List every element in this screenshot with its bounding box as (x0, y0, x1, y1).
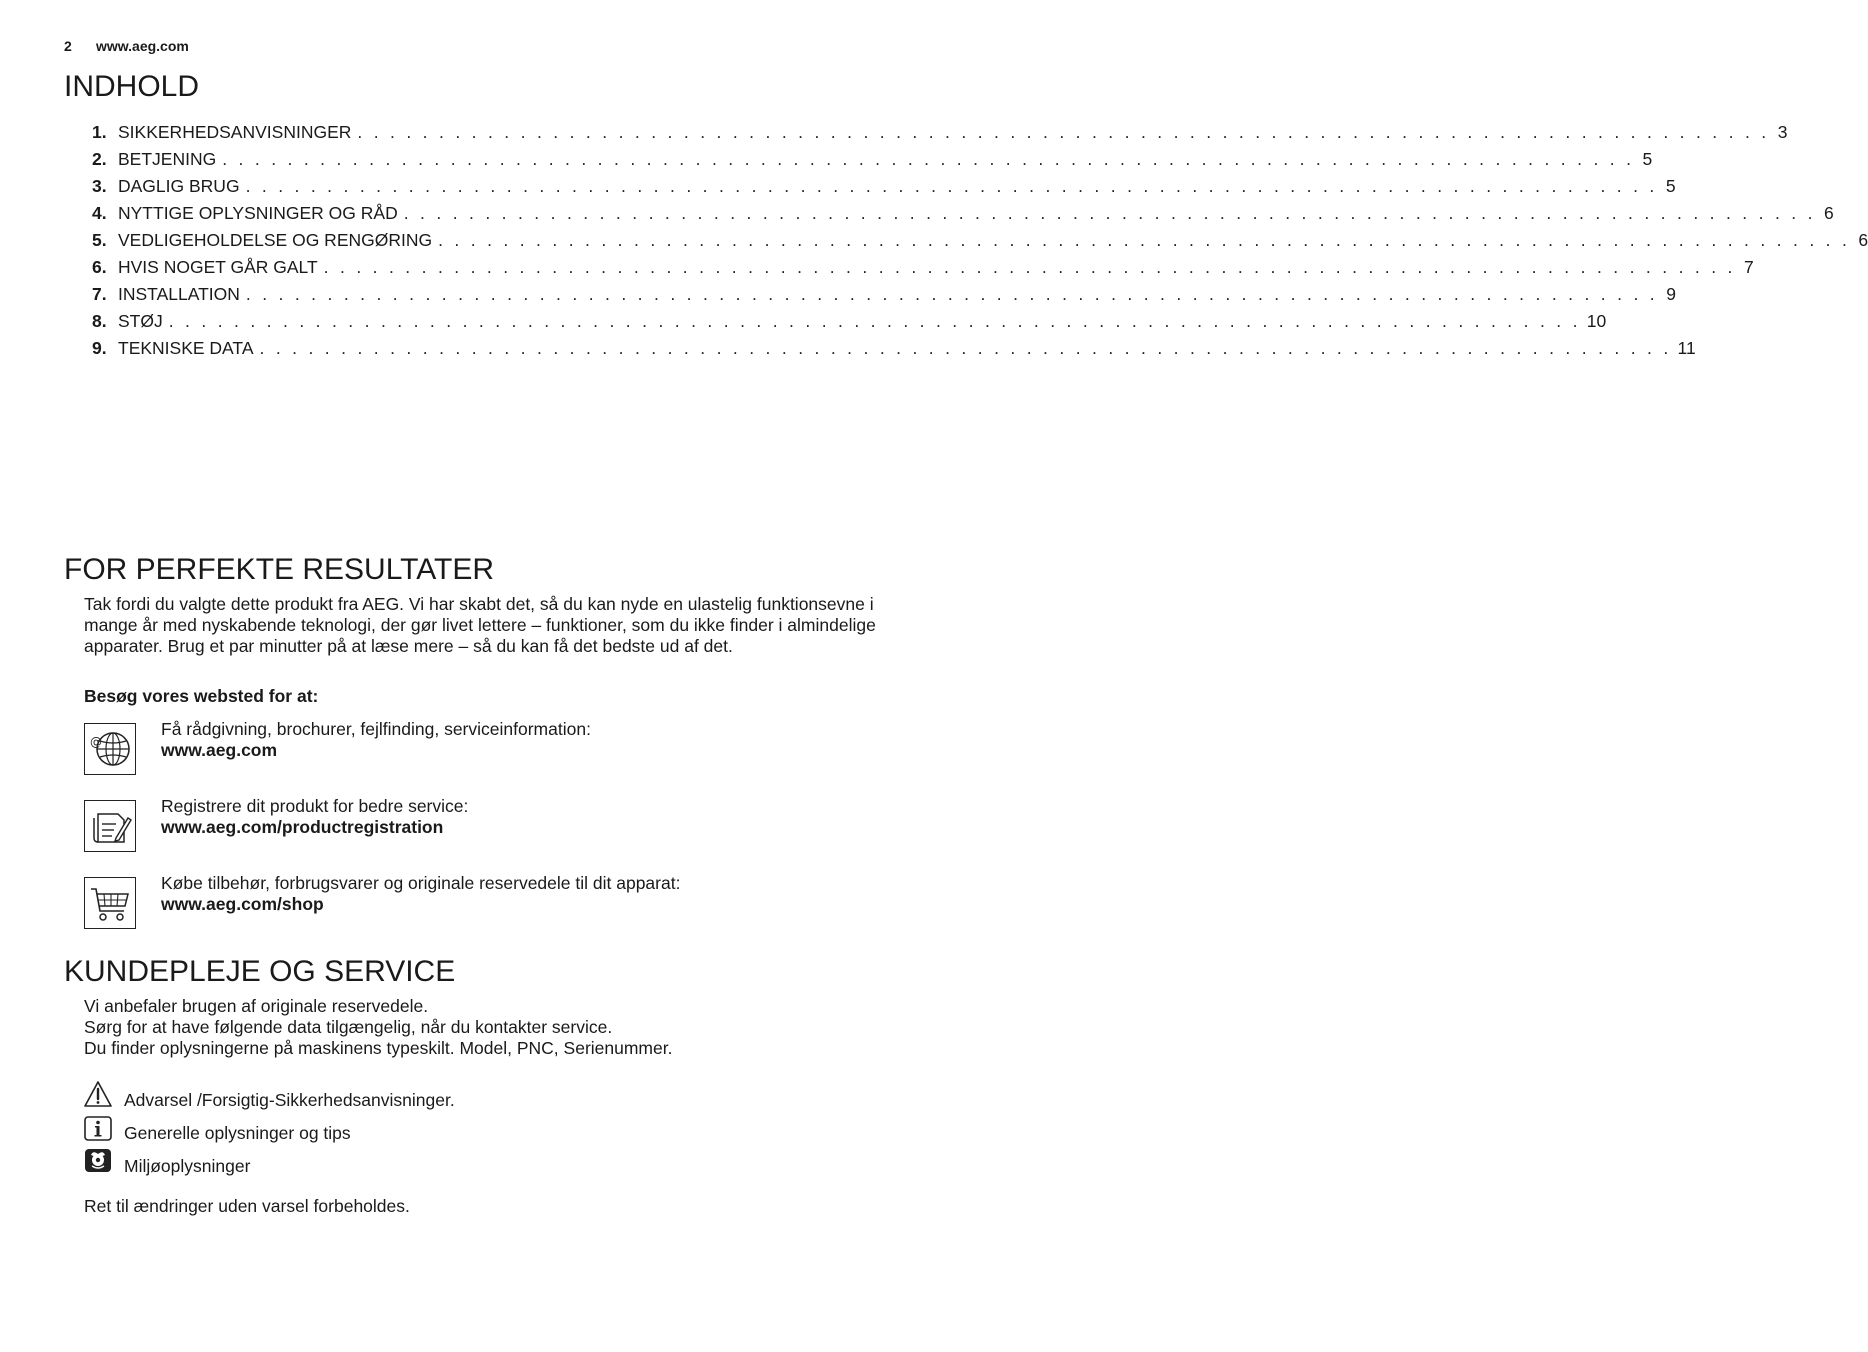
toc-entry-1[interactable]: 1. SIKKERHEDSANVISNINGER . . . . . . . . . . . . . . . . . . . . . . . . . . . . . . . . . . . . . . . . . . . . . . . . . . . . . . . . . . . . . . . . . . . . . . . . . . . . . . . . . . . . . . . 3 (92, 122, 1788, 142)
disclaimer: Ret til ændringer uden varsel forbeholdes. (84, 1196, 410, 1216)
service-line: Vi anbefaler brugen af originale reservedele. (84, 996, 429, 1016)
support-item-text: Få rådgivning, brochurer, fejlfinding, serviceinformation: (161, 719, 591, 739)
toc-entry-title: HVIS NOGET GÅR GALT (118, 257, 318, 277)
perfect-results-title: FOR PERFEKTE RESULTATER (64, 553, 495, 586)
toc-entry-page: 6 (1858, 230, 1868, 250)
toc-leader: . . . . . . . . . . . . . . . . . . . . . . . . . . . . . . . . . . . . . . . . . . . . . . . . . . . . . . . . . . . . . . . . . . . . . . . . . . . . . . . . . . . . . . . (222, 149, 1635, 169)
page-number: 2 (64, 38, 72, 54)
toc-entry-8[interactable]: 8. STØJ . . . . . . . . . . . . . . . . . . . . . . . . . . . . . . . . . . . . . . . . . . . . . . . . . . . . . . . . . . . . . . . . . . . . . . . . . . . . . . . . . . . . . . . 10 (92, 311, 1607, 331)
toc-entry-page: 11 (1677, 338, 1696, 358)
toc-leader: . . . . . . . . . . . . . . . . . . . . . . . . . . . . . . . . . . . . . . . . . . . . . . . . . . . . . . . . . . . . . . . . . . . . . . . . . . . . . . . . . . . . . . . (438, 230, 1851, 250)
toc-leader: . . . . . . . . . . . . . . . . . . . . . . . . . . . . . . . . . . . . . . . . . . . . . . . . . . . . . . . . . . . . . . . . . . . . . . . . . . . . . . . . . . . . . . . (403, 203, 1816, 223)
warning-label: Advarsel /Forsigtig-Sikkerhedsanvisninger. (124, 1090, 455, 1110)
contents-title: INDHOLD (64, 70, 200, 103)
toc-entry-5[interactable]: 5. VEDLIGEHOLDELSE OG RENGØRING . . . . . . . . . . . . . . . . . . . . . . . . . . . . . . . . . . . . . . . . . . . . . . . . . . . . . . . . . . . . . . . . . . . . . . . . . . . . . . . . . . . . . . . 6 (92, 230, 1868, 250)
service-text (84, 996, 672, 1059)
service-line: Sørg for at have følgende data tilgængelig, når du kontakter service. (84, 1017, 613, 1037)
toc-leader: . . . . . . . . . . . . . . . . . . . . . . . . . . . . . . . . . . . . . . . . . . . . . . . . . . . . . . . . . . . . . . . . . . . . . . . . . . . . . . . . . . . . . . . (168, 311, 1581, 331)
warning-icon (83, 1080, 113, 1108)
toc-entry-page: 10 (1586, 311, 1607, 331)
registration-icon (84, 800, 136, 852)
shop-item-text: Købe tilbehør, forbrugsvarer og originale reservedele til dit apparat: (161, 873, 681, 893)
toc-entry-6[interactable]: 6. HVIS NOGET GÅR GALT . . . . . . . . . . . . . . . . . . . . . . . . . . . . . . . . . . . . . . . . . . . . . . . . . . . . . . . . . . . . . . . . . . . . . . . . . . . . . . . . . . . . . . . 7 (92, 257, 1754, 277)
intro-paragraph: Tak fordi du valgte dette produkt fra AEG. Vi har skabt det, så du kan nyde en ulastelig funktionsevne i mange år med nyskabende teknologi, der gør livet lettere – funktioner, som du ikke finder i almindelige apparater. Brug et par minutter på at læse mere – så du kan få det bedste ud af det. (84, 594, 876, 656)
toc-entry-4[interactable]: 4. NYTTIGE OPLYSNINGER OG RÅD . . . . . . . . . . . . . . . . . . . . . . . . . . . . . . . . . . . . . . . . . . . . . . . . . . . . . . . . . . . . . . . . . . . . . . . . . . . . . . . . . . . . . . . 6 (92, 203, 1834, 223)
toc-entry-title: SIKKERHEDSANVISNINGER (118, 122, 352, 142)
visit-label: Besøg vores websted for at: (84, 686, 319, 706)
toc-entry-2[interactable]: 2. BETJENING . . . . . . . . . . . . . . . . . . . . . . . . . . . . . . . . . . . . . . . . . . . . . . . . . . . . . . . . . . . . . . . . . . . . . . . . . . . . . . . . . . . . . . . 5 (92, 149, 1653, 169)
toc-leader: . . . . . . . . . . . . . . . . . . . . . . . . . . . . . . . . . . . . . . . . . . . . . . . . . . . . . . . . . . . . . . . . . . . . . . . . . . . . . . . . . . . . . . . (357, 122, 1770, 142)
toc-entry-title: DAGLIG BRUG (118, 176, 240, 196)
header-url: www.aeg.com (96, 38, 189, 54)
toc-entry-page: 5 (1665, 176, 1676, 196)
customer-service-title: KUNDEPLEJE OG SERVICE (64, 955, 456, 988)
info-label: Generelle oplysninger og tips (124, 1123, 351, 1143)
shop-link[interactable]: www.aeg.com/shop (161, 894, 324, 914)
toc-entry-title: NYTTIGE OPLYSNINGER OG RÅD (118, 203, 398, 223)
toc-entry-title: BETJENING (118, 149, 217, 169)
info-icon (83, 1115, 113, 1143)
registration-item (161, 796, 468, 838)
support-link[interactable]: www.aeg.com (161, 740, 278, 760)
toc-entry-page: 3 (1777, 122, 1788, 142)
service-line: Du finder oplysningerne på maskinens typeskilt. Model, PNC, Serienummer. (84, 1038, 673, 1058)
registration-item-text: Registrere dit produkt for bedre service: (161, 796, 469, 816)
toc-entry-title: TEKNISKE DATA (118, 338, 254, 358)
environment-icon (83, 1147, 113, 1175)
svg-text:@: @ (90, 735, 102, 749)
toc-entry-page: 5 (1642, 149, 1653, 169)
toc-leader: . . . . . . . . . . . . . . . . . . . . . . . . . . . . . . . . . . . . . . . . . . . . . . . . . . . . . . . . . . . . . . . . . . . . . . . . . . . . . . . . . . . . . . . (245, 176, 1658, 196)
shop-item (161, 873, 680, 915)
toc-entry-7[interactable]: 7. INSTALLATION . . . . . . . . . . . . . . . . . . . . . . . . . . . . . . . . . . . . . . . . . . . . . . . . . . . . . . . . . . . . . . . . . . . . . . . . . . . . . . . . . . . . . . . 9 (92, 284, 1676, 304)
support-item (161, 719, 591, 761)
table-of-contents (92, 122, 1868, 365)
environment-label: Miljøoplysninger (124, 1156, 251, 1176)
toc-entry-page: 6 (1824, 203, 1834, 223)
toc-entry-title: STØJ (118, 311, 163, 331)
cart-icon (84, 877, 136, 929)
toc-entry-3[interactable]: 3. DAGLIG BRUG . . . . . . . . . . . . . . . . . . . . . . . . . . . . . . . . . . . . . . . . . . . . . . . . . . . . . . . . . . . . . . . . . . . . . . . . . . . . . . . . . . . . . . . 5 (92, 176, 1676, 196)
toc-entry-page: 9 (1666, 284, 1676, 304)
toc-leader: . . . . . . . . . . . . . . . . . . . . . . . . . . . . . . . . . . . . . . . . . . . . . . . . . . . . . . . . . . . . . . . . . . . . . . . . . . . . . . . . . . . . . . . (259, 338, 1672, 358)
toc-entry-title: VEDLIGEHOLDELSE OG RENGØRING (118, 230, 433, 250)
toc-leader: . . . . . . . . . . . . . . . . . . . . . . . . . . . . . . . . . . . . . . . . . . . . . . . . . . . . . . . . . . . . . . . . . . . . . . . . . . . . . . . . . . . . . . . (323, 257, 1736, 277)
registration-link[interactable]: www.aeg.com/productregistration (161, 817, 444, 837)
globe-icon (84, 723, 136, 775)
toc-leader: . . . . . . . . . . . . . . . . . . . . . . . . . . . . . . . . . . . . . . . . . . . . . . . . . . . . . . . . . . . . . . . . . . . . . . . . . . . . . . . . . . . . . . . (245, 284, 1658, 304)
toc-entry-page: 7 (1743, 257, 1754, 277)
toc-entry-title: INSTALLATION (118, 284, 240, 304)
toc-entry-9[interactable]: 9. TEKNISKE DATA . . . . . . . . . . . . . . . . . . . . . . . . . . . . . . . . . . . . . . . . . . . . . . . . . . . . . . . . . . . . . . . . . . . . . . . . . . . . . . . . . . . . . . . 11 (92, 338, 1696, 358)
